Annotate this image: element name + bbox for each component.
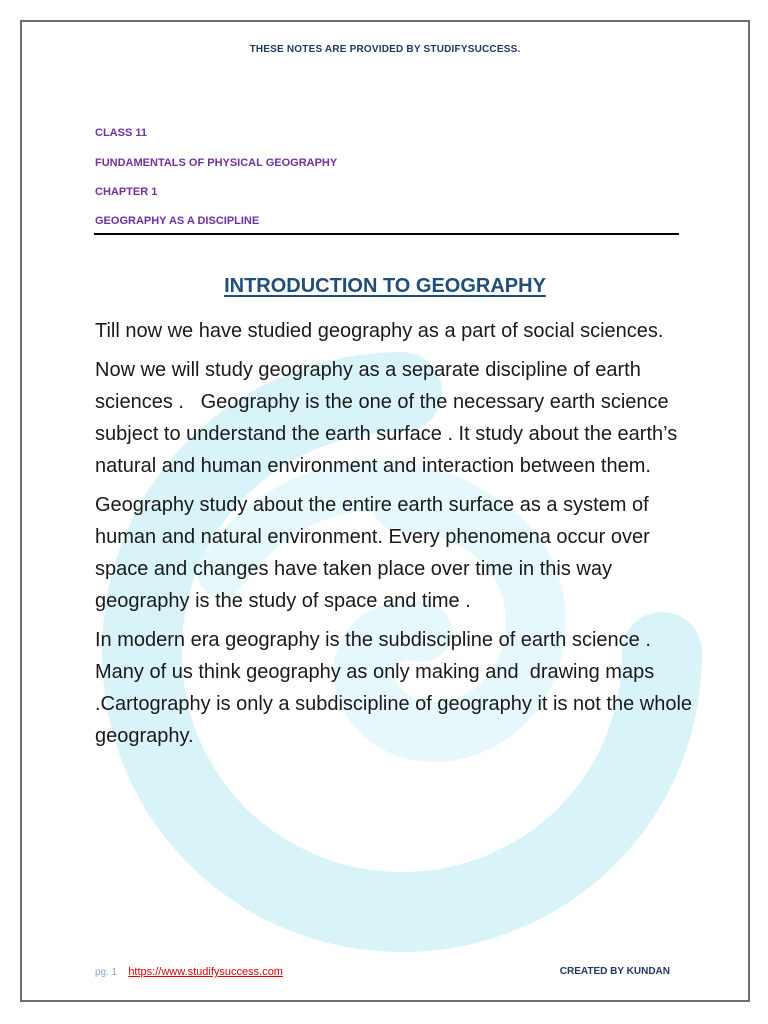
page-number: pg. 1 <box>95 967 118 978</box>
paragraph: Till now we have studied geography as a part of social sciences. <box>95 320 664 342</box>
class-label: CLASS 11 <box>95 127 147 139</box>
body-text <box>95 315 698 759</box>
page-title <box>22 275 748 298</box>
document-page <box>20 20 750 1002</box>
page-footer <box>95 966 670 978</box>
paragraph: Now we will study geography as a separate discipline of earth sciences . Geography is the one of the necessary earth science subject to understand the earth surface . It study about the earth’s natural and human environment and interaction between them. <box>95 359 683 477</box>
paragraph: Geography study about the entire earth surface as a system of human and natural environment. Every phenomena occur over space and changes have taken place over time in this way geography is the study of space and time . <box>95 494 656 612</box>
header-divider <box>94 233 679 235</box>
chapter-number: CHAPTER 1 <box>95 186 158 198</box>
page-title-text: INTRODUCTION TO GEOGRAPHY <box>224 275 546 297</box>
website-link[interactable]: https://www.studifysuccess.com <box>128 966 283 978</box>
creator-credit: CREATED BY KUNDAN <box>559 966 670 977</box>
header-notice: THESE NOTES ARE PROVIDED BY STUDIFYSUCCESS. <box>249 44 521 55</box>
chapter-title: GEOGRAPHY AS A DISCIPLINE <box>95 215 260 227</box>
paragraph: In modern era geography is the subdiscipline of earth science . Many of us think geography as only making and drawing maps .Cartography is only a subdiscipline of geography it is not the whole geography. <box>95 629 698 747</box>
book-title: FUNDAMENTALS OF PHYSICAL GEOGRAPHY <box>95 157 338 169</box>
